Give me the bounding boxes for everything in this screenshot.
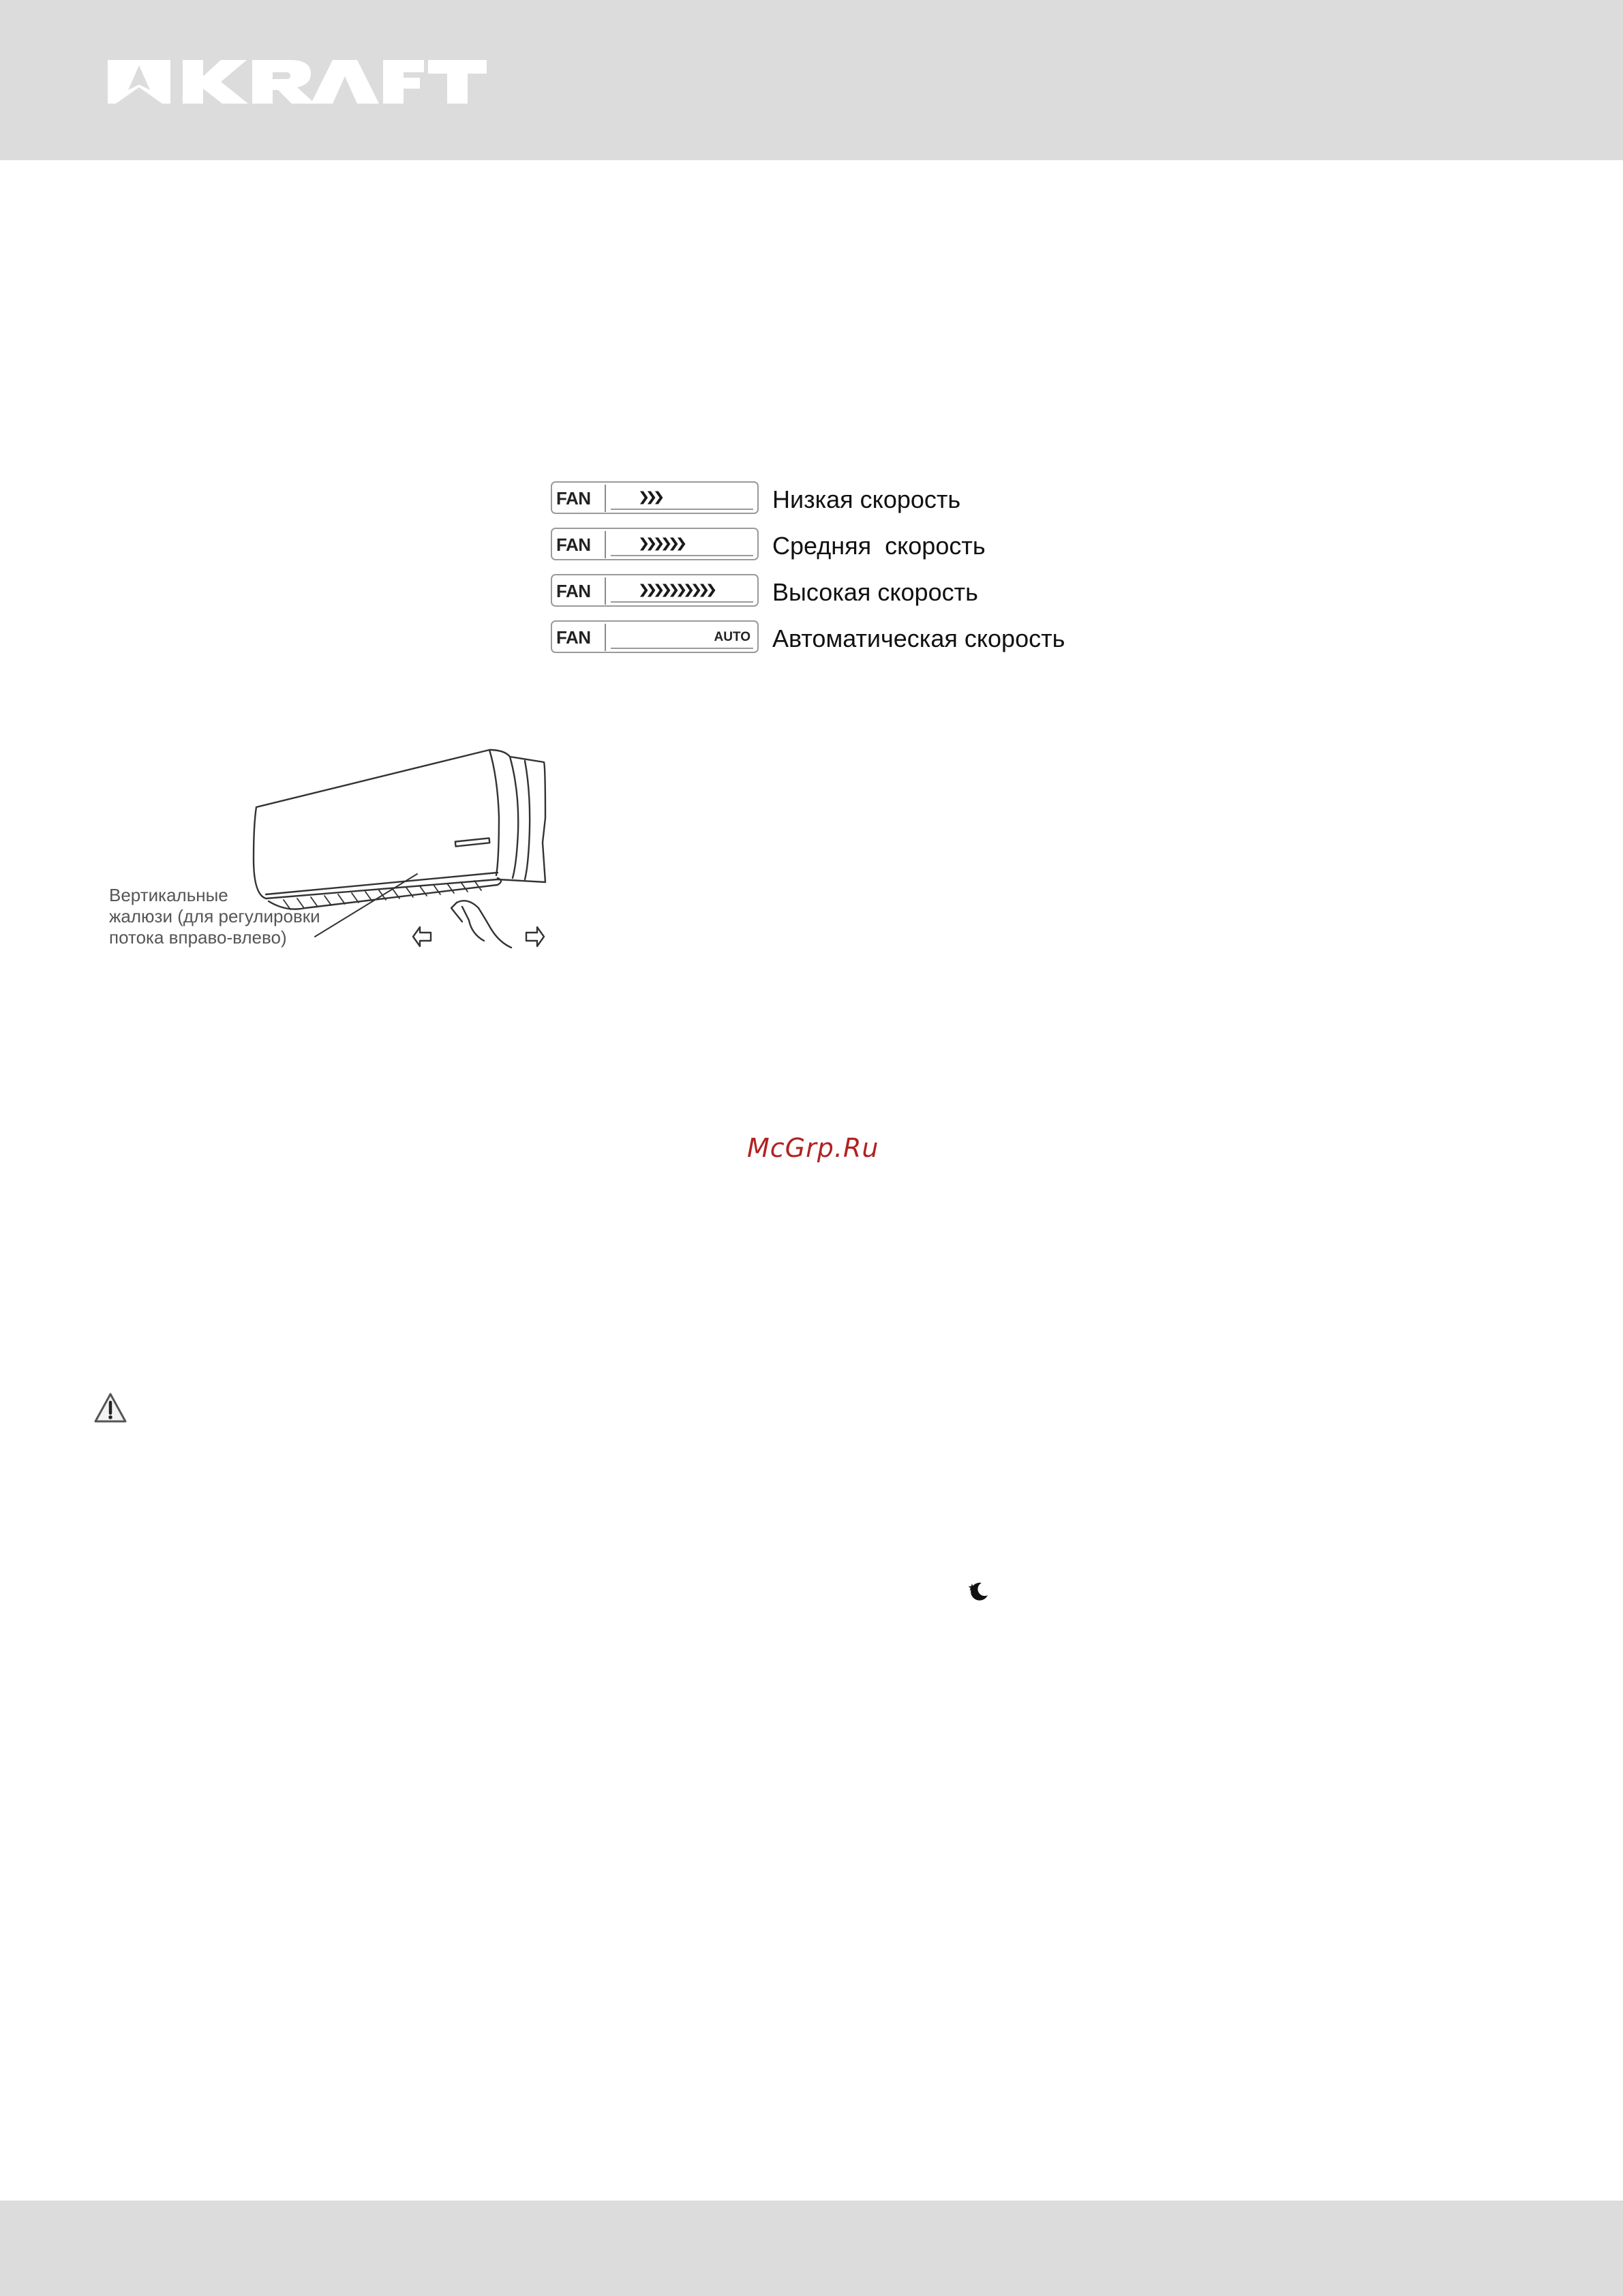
fan-speed-label: Высокая скорость [772, 578, 978, 606]
page-header [0, 0, 1623, 160]
fan-speed-row-high [551, 574, 1096, 609]
fan-indicator: FAN [556, 488, 591, 509]
page-footer [0, 2201, 1623, 2296]
fan-speed-label: Низкая скорость [772, 485, 961, 513]
fan-lcd-display [551, 574, 759, 607]
louver-callout-label: Вертикальные жалюзи (для регулировки потока вправо-влево) [109, 885, 320, 948]
fan-indicator: FAN [556, 534, 591, 555]
fan-speed-arrows [639, 537, 687, 552]
kraft-logo [108, 59, 489, 105]
fan-speed-row-low [551, 481, 1096, 516]
fan-indicator: FAN [556, 627, 591, 648]
fan-speed-table [551, 481, 1096, 667]
fan-indicator: FAN [556, 581, 591, 601]
fan-speed-chevron [639, 491, 648, 504]
fan-lcd-display [551, 528, 759, 560]
fan-speed-chevron [639, 537, 648, 551]
fan-speed-label: Средняя скорость [772, 532, 986, 560]
fan-speed-row-auto [551, 620, 1096, 655]
sleep-moon-icon [967, 1580, 990, 1603]
auto-indicator: AUTO [714, 630, 750, 644]
watermark-text: McGrp.Ru [747, 1133, 879, 1163]
warning-triangle-icon [93, 1392, 127, 1423]
fan-lcd-display [551, 481, 759, 514]
fan-speed-chevron [639, 584, 648, 597]
fan-speed-arrows [639, 583, 717, 598]
fan-lcd-display [551, 620, 759, 653]
fan-speed-arrows [639, 490, 665, 505]
fan-speed-label: Автоматическая скорость [772, 624, 1065, 652]
fan-speed-row-medium [551, 528, 1096, 562]
